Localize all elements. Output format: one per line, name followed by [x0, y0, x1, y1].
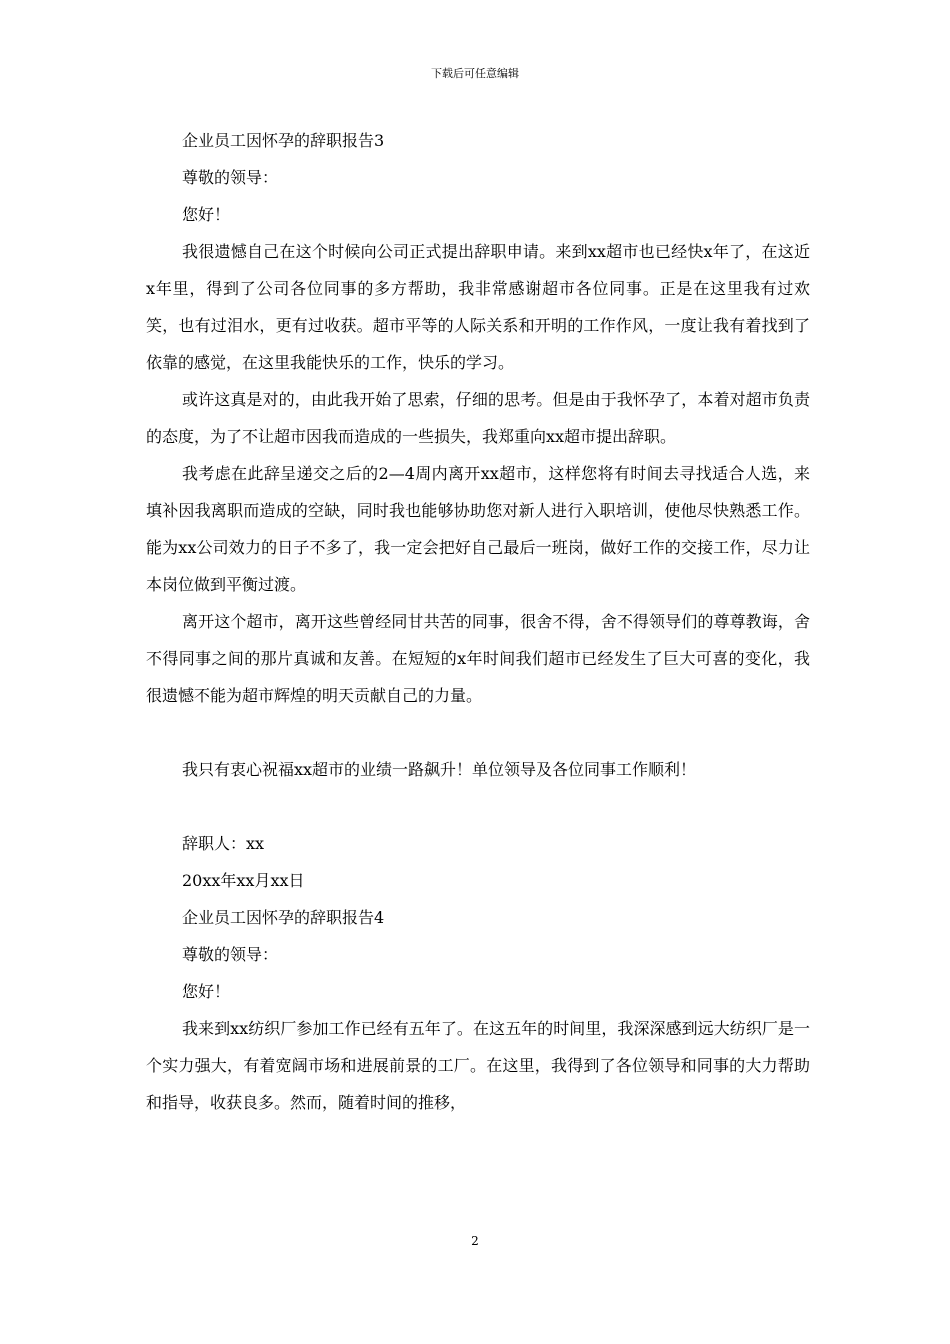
- spacer: [146, 714, 810, 751]
- closing-wishes: 我只有衷心祝福xx超市的业绩一路飙升！单位领导及各位同事工作顺利！: [182, 760, 697, 779]
- salutation: 尊敬的领导：: [182, 945, 279, 964]
- body-paragraph: 我考虑在此辞呈递交之后的2—4周内离开xx超市，这样您将有时间去寻找适合人选，来填补因我离职而造成的空缺，同时我也能够协助您对新人进行入职培训，使他尽快熟悉工作。能为xx公司效力的日子不多了，我一定会把好自己最后一班岗，做好工作的交接工作，尽力让本岗位做到平衡过渡。: [146, 464, 810, 594]
- body-paragraph: 离开这个超市，离开这些曾经同甘共苦的同事，很舍不得，舍不得领导们的尊尊教诲，舍不得同事之间的那片真诚和友善。在短短的x年时间我们超市已经发生了巨大可喜的变化，我很遗憾不能为超市辉煌的明天贡献自己的力量。: [146, 612, 810, 705]
- greeting: 您好！: [182, 982, 231, 1001]
- letter-title: 企业员工因怀孕的辞职报告4: [182, 908, 385, 927]
- body-paragraph: 我很遗憾自己在这个时候向公司正式提出辞职申请。来到xx超市也已经快x年了，在这近x年里，得到了公司各位同事的多方帮助，我非常感谢超市各位同事。正是在这里我有过欢笑，也有过泪水，更有过收获。超市平等的人际关系和开明的工作作风，一度让我有着找到了依靠的感觉，在这里我能快乐的工作，快乐的学习。: [146, 242, 810, 372]
- body-paragraph: 我来到xx纺织厂参加工作已经有五年了。在这五年的时间里，我深深感到远大纺织厂是一个实力强大，有着宽阔市场和进展前景的工厂。在这里，我得到了各位领导和同事的大力帮助和指导，收获良多。然而，随着时间的推移，: [146, 1019, 810, 1112]
- greeting: 您好！: [182, 205, 231, 224]
- letter-title: 企业员工因怀孕的辞职报告3: [182, 131, 385, 150]
- date: 20xx年xx月xx日: [182, 871, 305, 890]
- page-number: 2: [471, 1234, 479, 1248]
- document-body: [146, 122, 810, 1121]
- body-paragraph: 或许这真是对的，由此我开始了思索，仔细的思考。但是由于我怀孕了，本着对超市负责的态度，为了不让超市因我而造成的一些损失，我郑重向xx超市提出辞职。: [146, 390, 810, 446]
- page-header-note: 下载后可任意编辑: [431, 67, 519, 80]
- signature: 辞职人：xx: [182, 834, 265, 853]
- salutation: 尊敬的领导：: [182, 168, 279, 187]
- spacer: [146, 788, 810, 825]
